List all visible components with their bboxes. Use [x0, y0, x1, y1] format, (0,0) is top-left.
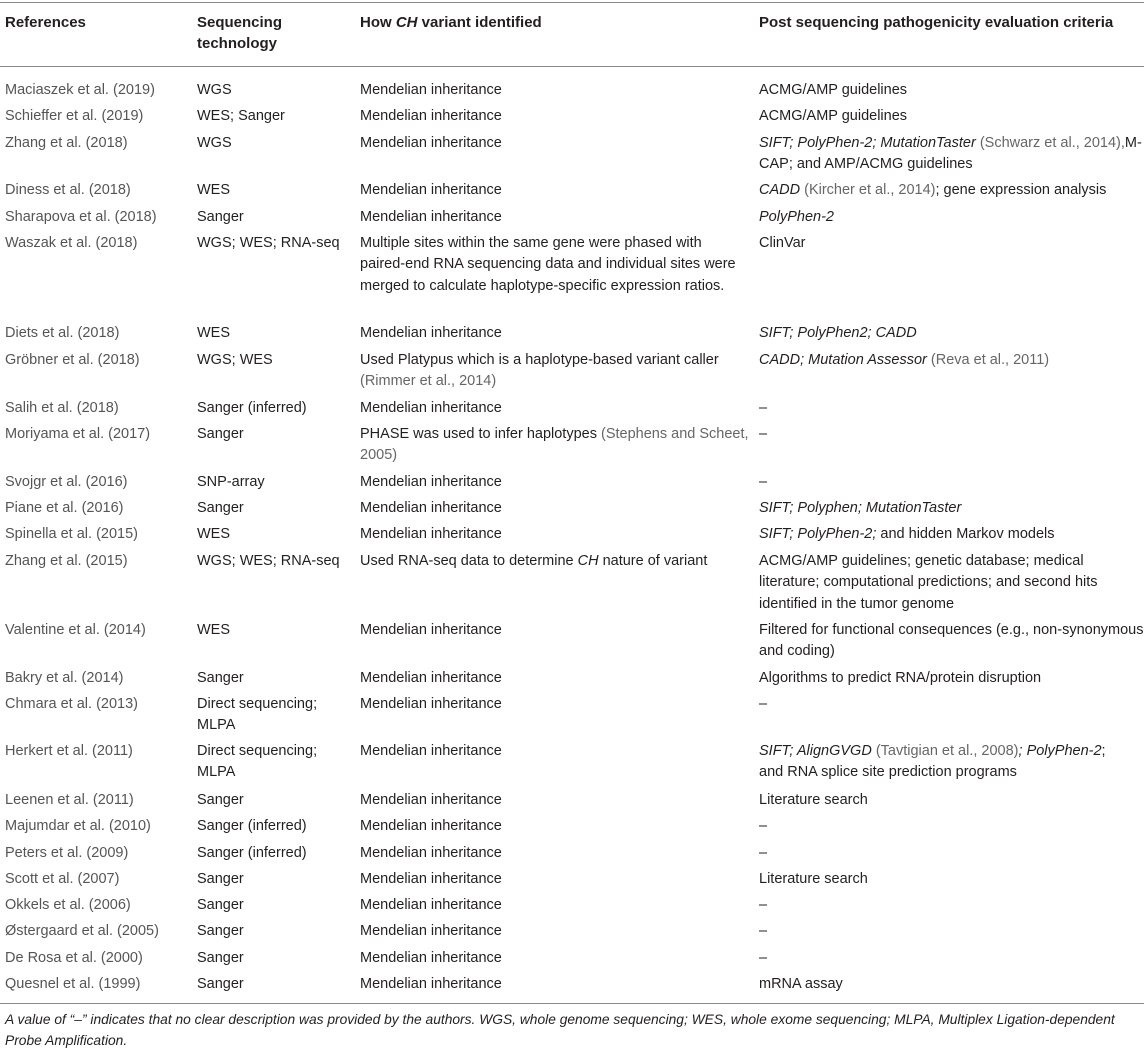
header-sequencing-technology: Sequencing technology — [197, 14, 283, 52]
how-text: Used RNA-seq data to determine — [360, 553, 578, 569]
cell-sequencing-technology: Sanger — [197, 670, 244, 686]
cell-reference: De Rosa et al. (2000) — [5, 950, 143, 966]
how-text: Mendelian inheritance — [360, 792, 502, 808]
header-bottom-rule — [0, 66, 1144, 67]
cell-sequencing-technology: WGS — [197, 82, 232, 98]
how-text: Mendelian inheritance — [360, 670, 502, 686]
how-text: Mendelian inheritance — [360, 526, 502, 542]
how-text: Mendelian inheritance — [360, 845, 502, 861]
cell-how-identified — [360, 524, 750, 545]
cell-sequencing-technology: Sanger (inferred) — [197, 845, 307, 861]
cell-post-sequencing — [759, 323, 1144, 344]
post-italic: CADD; Mutation Assessor — [759, 352, 927, 368]
post-italic: CADD — [759, 182, 801, 198]
how-text: nature of variant — [598, 553, 708, 569]
cell-how-identified — [360, 948, 750, 969]
post-text: ClinVar — [759, 235, 806, 251]
cell-reference: Zhang et al. (2018) — [5, 135, 128, 151]
table-footnote: A value of “–” indicates that no clear description was provided by the authors. WGS, whole genome sequencing; WES, whole exome sequencing; MLPA, Multiplex Ligation-dependent Probe Amplification. — [5, 1012, 1115, 1048]
post-text: Filtered for functional consequences (e.g., non-synonymous and coding) — [759, 622, 1144, 660]
post-italic: SIFT; Polyphen; MutationTaster — [759, 500, 962, 516]
cell-post-sequencing — [759, 524, 1144, 545]
cell-post-sequencing — [759, 948, 1144, 969]
post-citation: (Reva et al., 2011) — [926, 352, 1050, 368]
post-text: – — [759, 897, 768, 913]
post-text: ACMG/AMP guidelines — [759, 82, 908, 98]
cell-how-identified — [360, 816, 750, 837]
cell-post-sequencing — [759, 921, 1144, 942]
post-text: – — [759, 400, 768, 416]
cell-how-identified — [360, 668, 750, 689]
post-text: – — [759, 818, 768, 834]
cell-post-sequencing — [759, 207, 1144, 228]
cell-sequencing-technology: Sanger — [197, 209, 244, 225]
post-text: – — [759, 426, 768, 442]
how-text: Mendelian inheritance — [360, 500, 502, 516]
cell-sequencing-technology: Sanger (inferred) — [197, 818, 307, 834]
cell-reference: Scott et al. (2007) — [5, 871, 120, 887]
cell-how-identified — [360, 424, 750, 467]
cell-post-sequencing — [759, 80, 1144, 101]
cell-sequencing-technology: WES — [197, 182, 231, 198]
how-text: Mendelian inheritance — [360, 696, 502, 712]
how-text: Mendelian inheritance — [360, 209, 502, 225]
post-italic: PolyPhen-2 — [759, 209, 834, 225]
cell-reference: Peters et al. (2009) — [5, 845, 129, 861]
cell-sequencing-technology: WES — [197, 622, 231, 638]
post-text: – — [759, 845, 768, 861]
how-text: Mendelian inheritance — [360, 135, 502, 151]
cell-post-sequencing — [759, 498, 1144, 519]
how-text: Mendelian inheritance — [360, 474, 502, 490]
how-text: Mendelian inheritance — [360, 325, 502, 341]
cell-sequencing-technology: Sanger — [197, 500, 244, 516]
how-text: PHASE was used to infer haplotypes — [360, 426, 597, 442]
how-italic: CH — [577, 553, 599, 569]
post-italic: SIFT; PolyPhen-2; — [759, 526, 877, 542]
post-citation: (Kircher et al., 2014) — [800, 182, 936, 198]
post-citation: (Schwarz et al., 2014), — [975, 135, 1125, 151]
how-text: Mendelian inheritance — [360, 950, 502, 966]
cell-post-sequencing — [759, 895, 1144, 916]
cell-how-identified — [360, 498, 750, 519]
cell-post-sequencing — [759, 551, 1144, 615]
post-text: ACMG/AMP guidelines; genetic database; medical literature; computational predictions; and second hits identified in the tumor genome — [759, 553, 1098, 612]
cell-how-identified — [360, 350, 750, 393]
cell-reference: Herkert et al. (2011) — [5, 743, 133, 759]
cell-reference: Chmara et al. (2013) — [5, 696, 138, 712]
cell-reference: Okkels et al. (2006) — [5, 897, 131, 913]
header-references: References — [5, 14, 86, 31]
cell-sequencing-technology: Sanger — [197, 923, 244, 939]
cell-how-identified — [360, 233, 750, 297]
cell-sequencing-technology: WGS — [197, 135, 232, 151]
cell-reference: Zhang et al. (2015) — [5, 553, 128, 569]
cell-reference: Majumdar et al. (2010) — [5, 818, 151, 834]
cell-reference: Sharapova et al. (2018) — [5, 209, 157, 225]
cell-post-sequencing — [759, 424, 1144, 445]
cell-how-identified — [360, 180, 750, 201]
cell-post-sequencing — [759, 106, 1144, 127]
post-text: – — [759, 474, 768, 490]
cell-how-identified — [360, 869, 750, 890]
post-text: ; — [1101, 743, 1106, 759]
post-text: Literature search — [759, 871, 868, 887]
header-how-suffix: variant identified — [417, 14, 542, 31]
how-text: Mendelian inheritance — [360, 82, 502, 98]
how-text: Mendelian inheritance — [360, 871, 502, 887]
cell-sequencing-technology: WGS; WES; RNA-seq — [197, 553, 340, 569]
cell-reference: Salih et al. (2018) — [5, 400, 119, 416]
cell-reference: Bakry et al. (2014) — [5, 670, 124, 686]
cell-post-sequencing — [759, 741, 1144, 784]
header-how-identified — [360, 12, 542, 33]
cell-how-identified — [360, 207, 750, 228]
cell-sequencing-technology: Sanger — [197, 950, 244, 966]
how-text: Mendelian inheritance — [360, 897, 502, 913]
cell-post-sequencing — [759, 180, 1144, 201]
cell-how-identified — [360, 895, 750, 916]
post-text: – — [759, 950, 768, 966]
post-text: – — [759, 696, 768, 712]
cell-sequencing-technology: Sanger — [197, 426, 244, 442]
cell-how-identified — [360, 551, 750, 572]
how-citation: (Rimmer et al., 2014) — [360, 373, 497, 390]
table-top-rule — [0, 2, 1144, 3]
cell-reference: Moriyama et al. (2017) — [5, 426, 151, 442]
cell-reference: Diets et al. (2018) — [5, 325, 120, 341]
cell-reference: Waszak et al. (2018) — [5, 235, 138, 251]
cell-post-sequencing — [759, 816, 1144, 837]
cell-post-sequencing — [759, 869, 1144, 890]
how-text: Multiple sites within the same gene were phased with paired-end RNA sequencing data and individual sites were merged to calculate haplotype-specific expression ratios. — [360, 235, 736, 294]
how-text: Mendelian inheritance — [360, 622, 502, 638]
how-text: Mendelian inheritance — [360, 182, 502, 198]
post-text: ACMG/AMP guidelines — [759, 108, 908, 124]
cell-how-identified — [360, 921, 750, 942]
cell-post-sequencing — [759, 350, 1144, 371]
cell-sequencing-technology: WES — [197, 325, 231, 341]
post-text: – — [759, 923, 768, 939]
cell-reference: Spinella et al. (2015) — [5, 526, 138, 542]
cell-reference: Schieffer et al. (2019) — [5, 108, 144, 124]
cell-reference: Svojgr et al. (2016) — [5, 474, 128, 490]
cell-how-identified — [360, 694, 750, 715]
cell-post-sequencing — [759, 843, 1144, 864]
post-italic: SIFT; PolyPhen-2; MutationTaster — [759, 135, 976, 151]
post-text: Algorithms to predict RNA/protein disruption — [759, 670, 1042, 686]
cell-how-identified — [360, 106, 750, 127]
cell-reference: Valentine et al. (2014) — [5, 622, 146, 638]
cell-post-sequencing — [759, 620, 1144, 663]
how-text: Mendelian inheritance — [360, 818, 502, 834]
cell-sequencing-technology: WES; Sanger — [197, 108, 285, 124]
post-text: mRNA assay — [759, 976, 843, 992]
header-how-italic: CH — [395, 14, 418, 31]
cell-sequencing-technology: Direct sequencing; MLPA — [197, 696, 318, 734]
cell-sequencing-technology: Sanger — [197, 897, 244, 913]
post-text: M-CAP; and AMP/ACMG guidelines — [759, 135, 1142, 173]
cell-how-identified — [360, 741, 750, 762]
cell-how-identified — [360, 398, 750, 419]
cell-reference: Quesnel et al. (1999) — [5, 976, 141, 992]
cell-sequencing-technology: WGS; WES; RNA-seq — [197, 235, 340, 251]
cell-how-identified — [360, 80, 750, 101]
cell-sequencing-technology: WGS; WES — [197, 352, 273, 368]
cell-how-identified — [360, 790, 750, 811]
how-citation: (Stephens and Scheet, 2005) — [360, 426, 749, 464]
post-text: and hidden Markov models — [876, 526, 1055, 542]
cell-post-sequencing — [759, 233, 1144, 254]
header-how-prefix: How — [360, 14, 396, 31]
cell-post-sequencing — [759, 133, 1144, 176]
post-italic: ; PolyPhen-2 — [1018, 743, 1102, 759]
post-text: and RNA splice site prediction programs — [759, 764, 1017, 781]
how-text: Mendelian inheritance — [360, 108, 502, 124]
cell-how-identified — [360, 620, 750, 641]
cell-sequencing-technology: Sanger — [197, 871, 244, 887]
how-text: Used Platypus which is a haplotype-based variant caller — [360, 352, 719, 368]
cell-how-identified — [360, 843, 750, 864]
post-text: Literature search — [759, 792, 868, 808]
cell-post-sequencing — [759, 668, 1144, 689]
cell-reference: Piane et al. (2016) — [5, 500, 124, 516]
table-bottom-rule — [0, 1003, 1144, 1004]
post-citation: (Tavtigian et al., 2008) — [871, 743, 1019, 759]
cell-post-sequencing — [759, 974, 1144, 995]
cell-reference: Maciaszek et al. (2019) — [5, 82, 155, 98]
how-text: Mendelian inheritance — [360, 976, 502, 992]
how-text: Mendelian inheritance — [360, 923, 502, 939]
cell-sequencing-technology: Direct sequencing; MLPA — [197, 743, 318, 781]
cell-sequencing-technology: Sanger — [197, 976, 244, 992]
how-text: Mendelian inheritance — [360, 743, 502, 759]
cell-reference: Østergaard et al. (2005) — [5, 923, 159, 939]
post-text: ; gene expression analysis — [935, 182, 1107, 198]
cell-sequencing-technology: WES — [197, 526, 231, 542]
cell-post-sequencing — [759, 398, 1144, 419]
cell-post-sequencing — [759, 790, 1144, 811]
cell-reference: Leenen et al. (2011) — [5, 792, 134, 808]
cell-post-sequencing — [759, 694, 1144, 715]
cell-sequencing-technology: SNP-array — [197, 474, 265, 490]
how-text: Mendelian inheritance — [360, 400, 502, 416]
cell-how-identified — [360, 974, 750, 995]
cell-how-identified — [360, 472, 750, 493]
cell-post-sequencing — [759, 472, 1144, 493]
header-post-sequencing: Post sequencing pathogenicity evaluation criteria — [759, 14, 1114, 31]
cell-sequencing-technology: Sanger (inferred) — [197, 400, 307, 416]
cell-reference: Diness et al. (2018) — [5, 182, 131, 198]
post-italic: SIFT; PolyPhen2; CADD — [759, 325, 917, 341]
cell-how-identified — [360, 133, 750, 154]
post-italic: SIFT; AlignGVGD — [759, 743, 872, 759]
cell-reference: Gröbner et al. (2018) — [5, 352, 140, 368]
cell-sequencing-technology: Sanger — [197, 792, 244, 808]
cell-how-identified — [360, 323, 750, 344]
